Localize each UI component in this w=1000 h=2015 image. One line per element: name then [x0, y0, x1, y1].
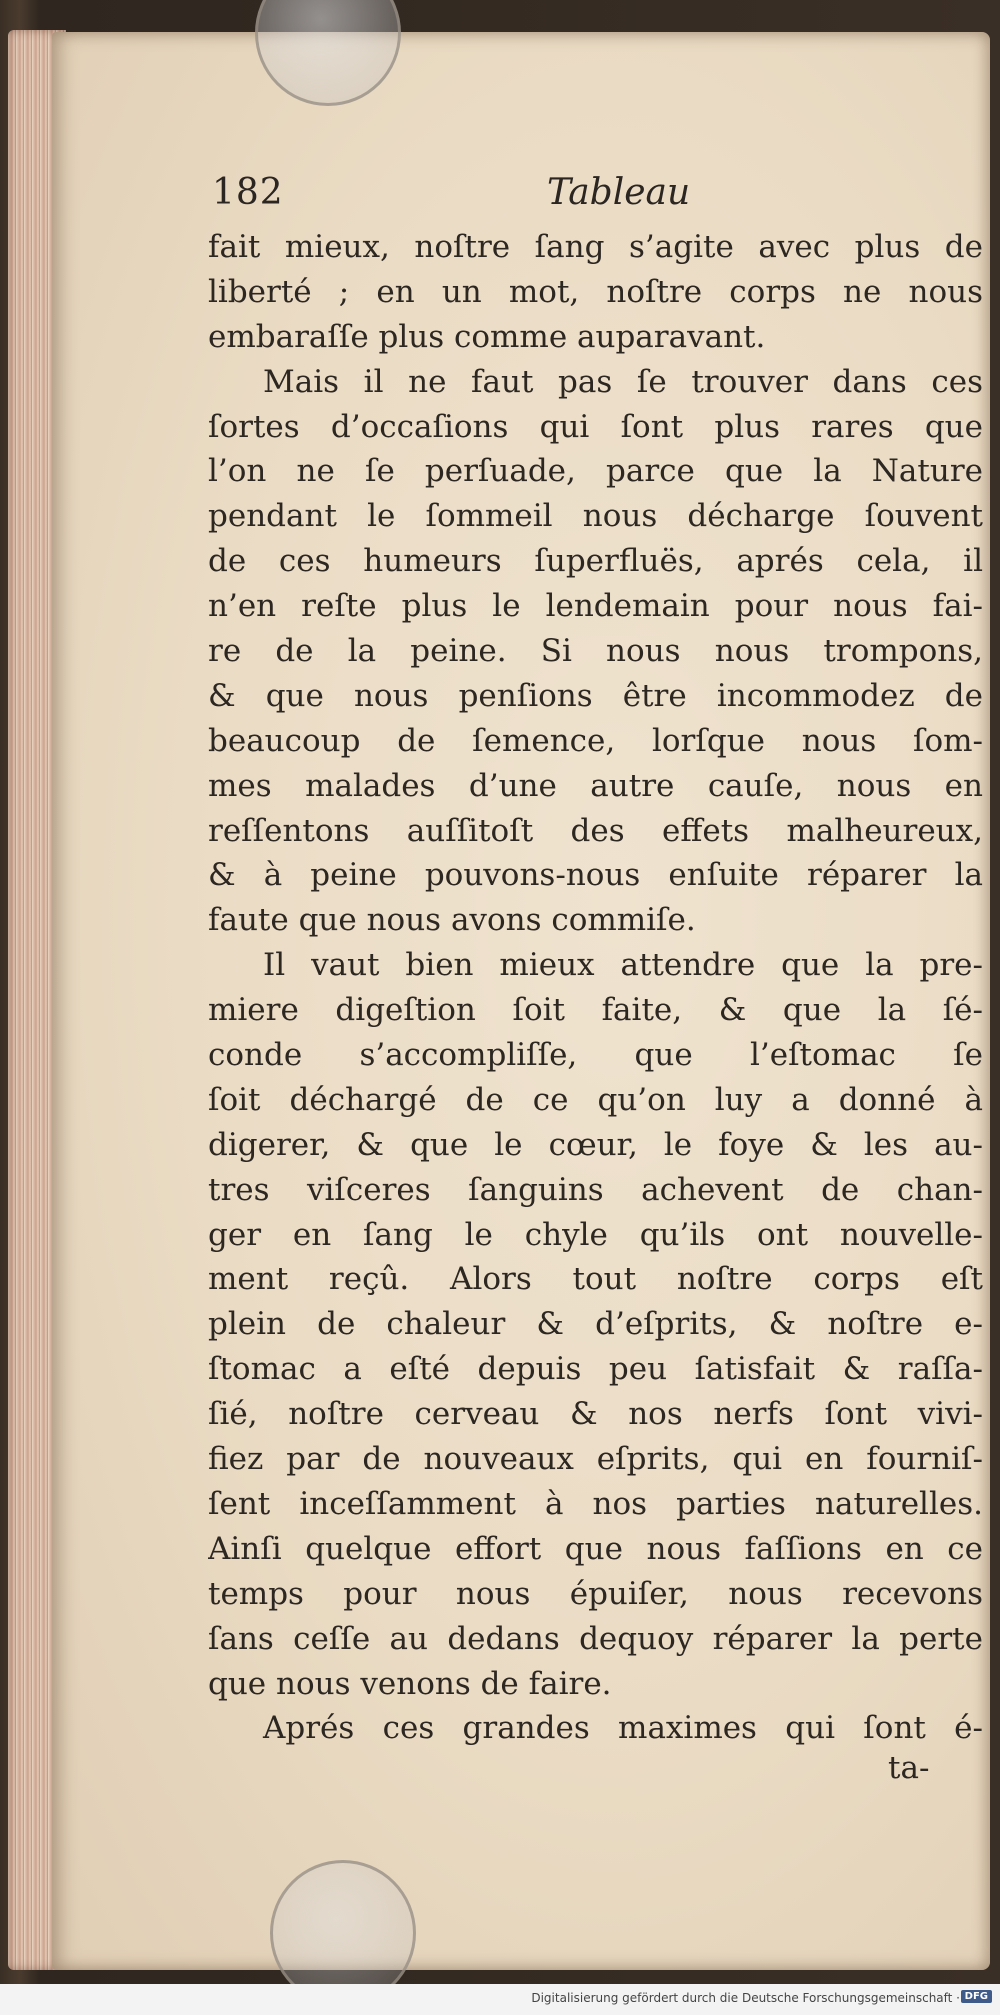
text-line: re de la peine. Si nous nous trompons,	[208, 633, 983, 670]
text-line: & que nous penſions être incommodez de	[208, 677, 983, 714]
text-line: beaucoup de ſemence, lorſque nous ſom-	[208, 722, 983, 759]
text-line: Aprés ces grandes maximes qui ſont é-	[263, 1710, 983, 1747]
text-line: ſié, noſtre cerveau & nos nerfs ſont vivi-	[208, 1396, 983, 1433]
text-line: Il vaut bien mieux attendre que la pre-	[263, 947, 983, 984]
text-line: digerer, & que le cœur, le foye & les au-	[208, 1126, 983, 1163]
digitization-credit: Digitalisierung gefördert durch die Deutsche Forschungsgemeinschaft ·	[531, 1991, 960, 2005]
text-line: embaraſſe plus comme auparavant.	[208, 318, 766, 355]
text-line: ment reçû. Alors tout noſtre corps eſt	[208, 1261, 983, 1298]
text-line: fait mieux, noſtre ſang s’agite avec plus de	[208, 229, 983, 265]
text-line: ſortes d’occaſions qui ſont plus rares que	[208, 408, 983, 445]
text-line: l’on ne ſe perſuade, parce que la Nature	[208, 453, 983, 490]
text-line: tres viſceres ſanguins achevent de chan-	[208, 1171, 983, 1208]
page-header	[212, 172, 982, 222]
text-line: que nous venons de faire.	[208, 1665, 612, 1702]
text-line: Mais il ne faut pas ſe trouver dans ces	[263, 363, 983, 400]
text-line: de ces humeurs ſuperfluës, aprés cela, il	[208, 543, 983, 580]
page-text	[208, 225, 983, 1751]
text-line: n’en reſte plus le lendemain pour nous fai-	[208, 588, 983, 625]
text-line: ſtomac a eſté depuis peu ſatisfait & raſſa-	[208, 1351, 983, 1388]
text-line: ſans ceſſe au dedans dequoy réparer la perte	[208, 1620, 983, 1657]
text-line: miere digeſtion ſoit faite, & que la ſé-	[208, 992, 983, 1029]
text-line: pendant le ſommeil nous décharge ſouvent	[208, 498, 983, 535]
text-line: ſent inceſſamment à nos parties naturelles.	[208, 1485, 983, 1522]
dfg-logo: DFG	[961, 1990, 992, 2003]
running-title: Tableau	[547, 172, 691, 213]
text-line: ger en ſang le chyle qu’ils ont nouvelle-	[208, 1216, 983, 1253]
catchword: ta-	[888, 1750, 930, 1786]
text-line: ſoit déchargé de ce qu’on luy a donné à	[208, 1081, 983, 1118]
text-line: fiez par de nouveaux eſprits, qui en fourniſ-	[208, 1441, 983, 1478]
text-line: & à peine pouvons-nous enſuite réparer la	[208, 857, 983, 894]
page-number: 182	[212, 172, 284, 213]
text-line: conde s’accompliſſe, que l’eſtomac ſe	[208, 1037, 983, 1074]
text-line: mes malades d’une autre cauſe, nous en	[208, 767, 983, 804]
text-line: plein de chaleur & d’eſprits, & noſtre e-	[208, 1306, 983, 1343]
text-line: faute que nous avons commiſe.	[208, 902, 696, 939]
text-line: temps pour nous épuiſer, nous recevons	[208, 1575, 983, 1612]
text-line: Ainſi quelque effort que nous faſſions en ce	[208, 1530, 983, 1567]
text-line: liberté ; en un mot, noſtre corps ne nous	[208, 273, 983, 310]
text-line: reſſentons auſſitoſt des effets malheureux,	[208, 812, 983, 849]
